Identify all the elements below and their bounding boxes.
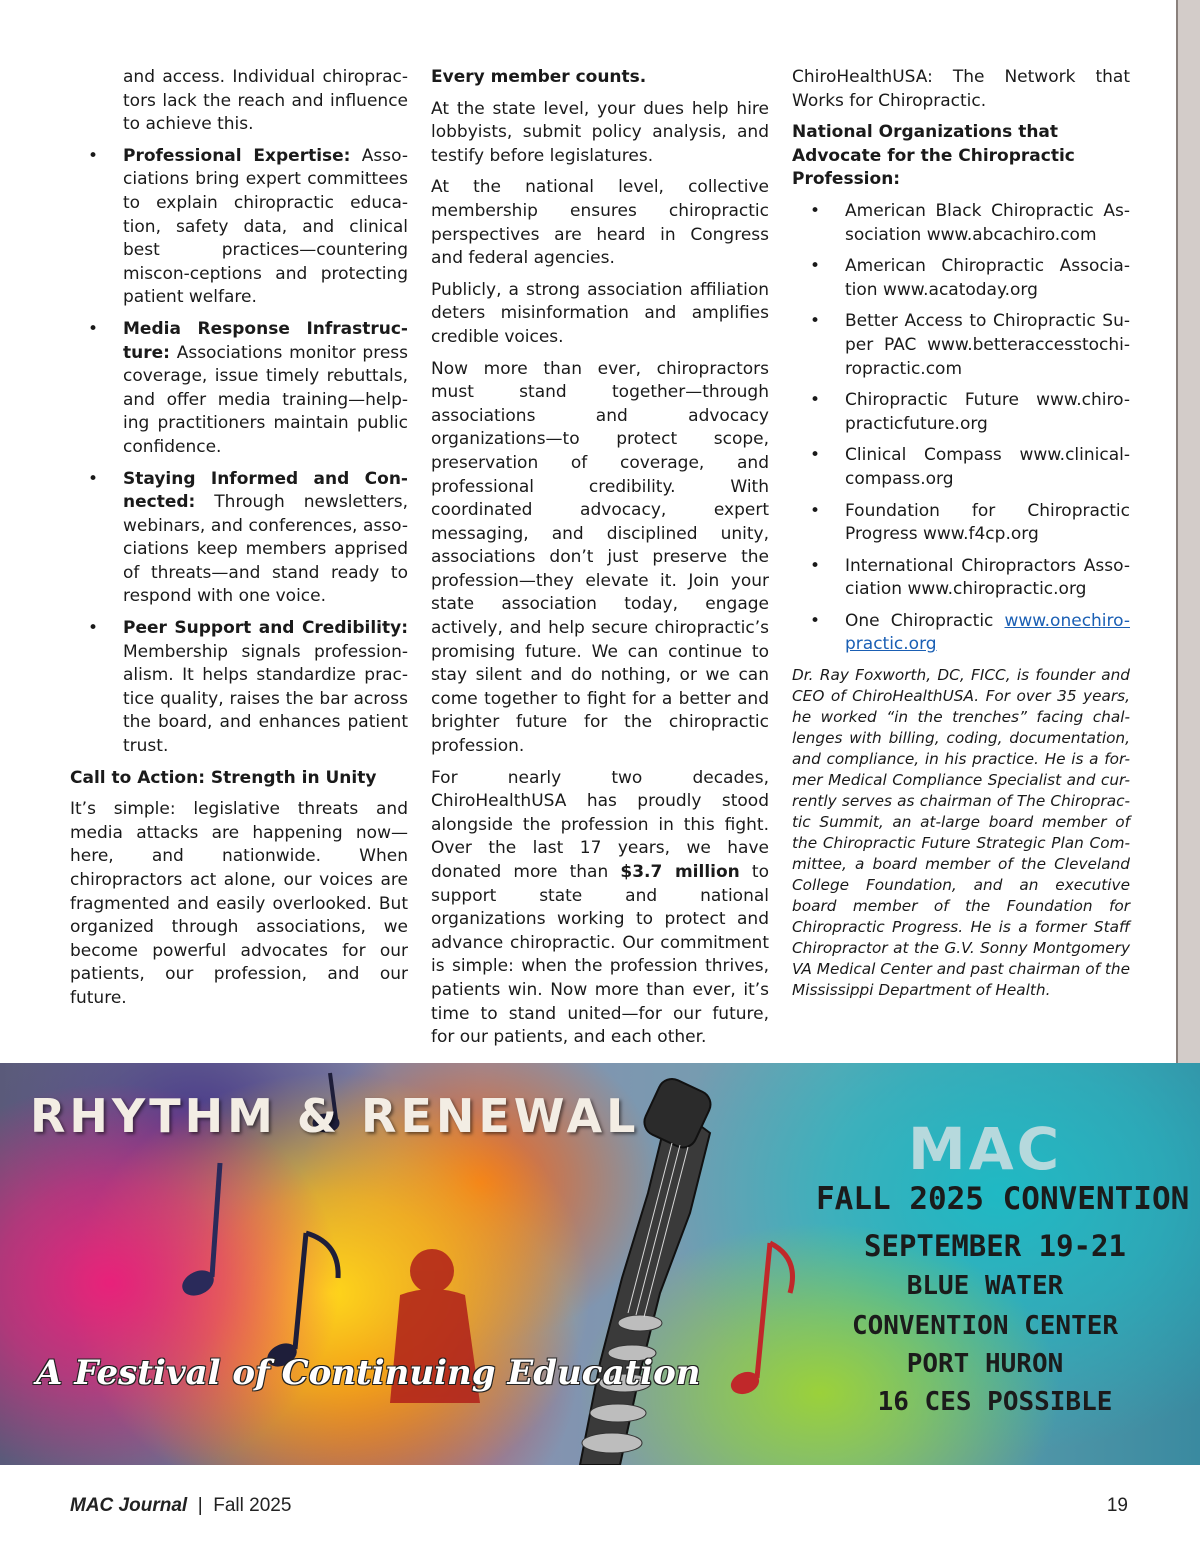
- body-paragraph: At the national level, collective membership ensures chiropractic perspectives are heard in Congress and federal agencies.: [431, 177, 769, 269]
- list-item: • Clinical Compass www.clinical-compass.org: [792, 444, 1130, 491]
- journal-name: MAC Journal: [70, 1495, 188, 1516]
- col1-intro: and access. Individual chiroprac-tors lack the reach and influence to achieve this.: [123, 67, 408, 135]
- music-note-icon: [728, 1243, 792, 1397]
- bullet-text: Through newsletters, webinars, and conferences, asso-ciations keep members apprised of threats—and stand ready to respond with one voice.: [123, 492, 408, 607]
- org-list: [792, 200, 1130, 657]
- text-span: to support state and national organizations working to protect and advance chiropractic. Our commitment is simple: when the profession thrives, patients win. Now more than ever, it’s time to stand united—for our future, for our patients, and each other.: [431, 862, 769, 1048]
- banner-line-city: PORT HURON: [906, 1349, 1064, 1379]
- page-number: 19: [1106, 1495, 1128, 1516]
- issue-label: Fall 2025: [213, 1495, 292, 1516]
- body-paragraph: [431, 767, 769, 1050]
- list-item: [70, 617, 408, 759]
- section-heading: Every member counts.: [431, 67, 647, 87]
- list-item: • International Chiropractors Asso-ciation www.chiropractic.org: [792, 555, 1130, 602]
- body-paragraph: It’s simple: legislative threats and media attacks are happening now—here, and nationwide. When chiropractors act alone, our voices are fragmented and easily overlooked. But organized through associations, we become powerful advocates for our patients, our profession, and our future.: [70, 799, 408, 1008]
- footer-separator: |: [197, 1495, 203, 1516]
- music-note-icon: [179, 1163, 220, 1300]
- list-item: • American Chiropractic Associa-tion www.acatoday.org: [792, 255, 1130, 302]
- list-item: [70, 145, 408, 310]
- footer-left: [70, 1495, 291, 1517]
- banner-line-dates: SEPTEMBER 19-21: [864, 1229, 1126, 1263]
- section-heading: Call to Action: Strength in Unity: [70, 767, 377, 788]
- bullet-title: Professional Expertise:: [123, 145, 351, 166]
- body-paragraph: ChiroHealthUSA: The Network that Works for Chiropractic.: [792, 67, 1130, 111]
- author-bio: Dr. Ray Foxworth, DC, FICC, is founder and CEO of ChiroHealthUSA. For over 35 years, he worked “in the trenches” facing chal-lenges with billing, coding, documentation, and compliance, in his practice. He is a for-mer Medical Compliance Specialist and cur-rently serves as chairman of The Chiroprac-tic Summit, an at-large board member of the Chiropractic Future Strategic Plan Com-mittee, a board member of the Cleveland College Foundation, and an executive board member of the Foundation for Chiropractic Progress. He is a former Staff Chiropractor at the G.V. Sonny Montgomery VA Medical Center and past chairman of the Mississippi Department of Health.: [792, 666, 1130, 1000]
- section-heading: National Organizations that Advocate for the Chiropractic Profession:: [792, 122, 1075, 190]
- list-item: • Chiropractic Future www.chiro-practicfuture.org: [792, 389, 1130, 436]
- column-1: [70, 66, 408, 1019]
- banner-line-ces: 16 CES POSSIBLE: [877, 1387, 1113, 1417]
- body-paragraph: At the state level, your dues help hire lobbyists, submit policy analysis, and testify before legislatures.: [431, 98, 769, 166]
- donation-amount: $3.7 million: [620, 862, 740, 882]
- list-item: • Better Access to Chiropractic Su-per PAC www.betteraccesstochi-ropractic.com: [792, 310, 1130, 381]
- bullet-title: Staying Informed and Con-nected:: [123, 468, 408, 513]
- list-item: [70, 318, 408, 460]
- music-note-icon: [264, 1233, 338, 1370]
- bullet-text: Associations monitor press coverage, issue timely rebuttals, and offer media training—help-ing practitioners maintain public confidence.: [123, 342, 408, 457]
- banner-title: RHYTHM & RENEWAL: [30, 1089, 640, 1143]
- banner-tagline: A Festival of Continuing Education: [36, 1353, 701, 1393]
- list-item: [70, 468, 408, 610]
- col1-bullet-list: [70, 145, 408, 759]
- list-item: [792, 610, 1130, 657]
- bullet-text: Asso-ciations bring expert committees to explain chiropractic educa-tion, safety data, and clinical best practices—countering miscon-ceptions and protecting patient welfare.: [123, 145, 408, 308]
- org-name: One Chiropractic: [845, 610, 1005, 631]
- onechiropractic-link[interactable]: www.onechiro-practic.org: [845, 610, 1130, 655]
- list-item: • Foundation for Chiropractic Progress www.f4cp.org: [792, 500, 1130, 547]
- list-item: • American Black Chiropractic As-sociation www.abcachiro.com: [792, 200, 1130, 247]
- bullet-title: Peer Support and Credibility:: [123, 618, 408, 639]
- column-2: [431, 66, 769, 1058]
- mac-logo-text: MAC: [908, 1115, 1063, 1183]
- convention-banner: [0, 1063, 1200, 1465]
- banner-line-convention: FALL 2025 CONVENTION: [816, 1181, 1190, 1217]
- column-3: [792, 66, 1130, 1009]
- body-paragraph: Now more than ever, chiropractors must stand together—through associations and advocacy organizations—to protect scope, preservation of coverage, and professional credibility. With coordinated advocacy, expert messaging, and disciplined unity, associations don’t just preserve the profession—they elevate it. Join your state association today, engage actively, and help secure chiropractic’s promising future. We can continue to stay silent and do nothing, or we can come together to fight for a better and brighter future for the chiropractic profession.: [431, 358, 769, 757]
- page-edge-bar: [1176, 0, 1200, 1063]
- body-paragraph: Publicly, a strong association affiliation deters misinformation and amplifies credible voices.: [431, 279, 769, 347]
- bullet-title: Media Response Infrastruc-ture:: [123, 318, 408, 363]
- text-span: For nearly two decades, ChiroHealthUSA has proudly stood alongside the profession in this fight. Over the last 17 years, we have donated more than: [431, 767, 769, 882]
- bullet-text: Membership signals profession-alism. It helps standardize prac-tice quality, raises the bar across the board, and enhances patient trust.: [123, 641, 408, 757]
- banner-line-venue-2: CONVENTION CENTER: [851, 1311, 1119, 1341]
- banner-line-venue-1: BLUE WATER: [906, 1271, 1064, 1301]
